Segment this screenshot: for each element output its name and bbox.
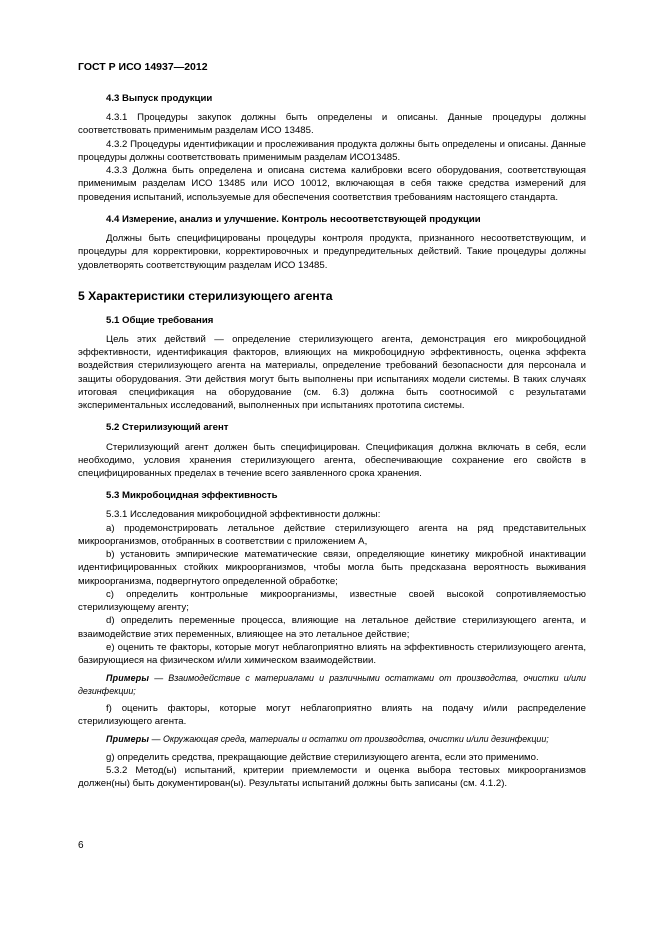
- section-4-3-heading: 4.3 Выпуск продукции: [106, 93, 213, 104]
- paragraph-5-2: Стерилизующий агент должен быть специфицирован. Спецификация должна включать в себя, если необходимо, условия хранения стерилизующего агента, обеспечивающие сохранение его свойств в специфицированных пределах в течение всего заявленного срока хранения.: [78, 441, 586, 479]
- list-item-d: d) определить переменные процесса, влияющие на летальное действие стерилизующего агента, и взаимодействие этих переменных, влияющее на это летальное действие;: [78, 615, 586, 640]
- page-content: [78, 92, 586, 790]
- section-5-3-heading: 5.3 Микробоцидная эффективность: [106, 490, 278, 502]
- example-note-text: — Взаимодействие с материалами и различными остатками от производства, очистки и/или дезинфекции;: [78, 673, 586, 696]
- list-item-g: g) определить средства, прекращающие действие стерилизующего агента, если это применимо.: [106, 751, 539, 763]
- example-note-2: [78, 733, 586, 745]
- paragraph-4-4: Должны быть специфицированы процедуры контроля продукта, признанного несоответствующим, и процедуры для корректировки, корректировочных и предупредительных действий. Такие процедуры должны удовлетворять соответствующим разделам ИСО 13485.: [78, 233, 586, 271]
- section-4-4-heading: 4.4 Измерение, анализ и улучшение. Контроль несоответствующей продукции: [106, 213, 481, 225]
- paragraph-5-3-2: 5.3.2 Метод(ы) испытаний, критерии приемлемости и оценка выбора тестовых микроорганизмов должен(ны) быть документирован(ы). Результаты испытаний должны быть записаны (см. 4.1.2).: [78, 764, 586, 790]
- list-item-f: f) оценить факторы, которые могут неблагоприятно влиять на подачу и/или распределение стерилизующего агента.: [78, 702, 586, 728]
- paragraph-4-3-3: 4.3.3 Должна быть определена и описана система калибровки всего оборудования, соответствующая применимым разделам ИСО 13485 или ИСО 10012, включающая в себя также средства измерений для проведения испытаний, используемые для обеспечения соответствия требованиям настоящего стандарта.: [78, 165, 586, 203]
- paragraph-5-3-1: 5.3.1 Исследования микробоцидной эффективности должны:: [106, 509, 381, 521]
- paragraph-5-1: Цель этих действий — определение стерилизующего агента, демонстрация его микробоцидной эффективности, идентификация факторов, влияющих на микробоцидную эффективность, оценка эффекта воздействия стерилизующего агента на материалы, определение требований безопасности для персонала и защиты оборудования. Эти действия могут быть выполнены при испытаниях модели системы. В таких случаях итоговая спецификация на оборудование (см. 6.3) должна быть соотносимой с результатами экспериментальных исследований, выполненных при испытаниях прототипа системы.: [78, 333, 586, 412]
- page-number: 6: [78, 840, 84, 851]
- list-item-c: с) определить контрольные микроорганизмы, известные своей высокой сопротивляемостью стерилизующему агенту;: [78, 588, 586, 614]
- document-header: ГОСТ Р ИСО 14937—2012: [78, 61, 208, 73]
- example-note-text: — Окружающая среда, материалы и остатки от производства, очистки и/или дезинфекции;: [149, 734, 549, 745]
- example-note-1: [78, 672, 586, 697]
- section-5-title: 5 Характеристики стерилизующего агента: [78, 288, 333, 303]
- list-item-a: а) продемонстрировать летальное действие стерилизующего агента на ряд представительных микроорганизмов, отобранных в соответствии с приложением А,: [78, 522, 586, 547]
- example-note-label: Примеры: [106, 734, 150, 745]
- list-item-b: b) установить эмпирические математические связи, определяющие кинетику микробной инактивации идентифицированных стойких микроорганизмов, чтобы могла быть предсказана вероятность выживания микроорганизма, подвергнутого определенной обработке;: [78, 549, 586, 587]
- paragraph-4-3-2: 4.3.2 Процедуры идентификации и прослеживания продукта должны быть определены и описаны. Данные процедуры должны соответствовать применимым разделам ИСО13485.: [78, 138, 586, 163]
- example-note-label: Примеры: [106, 673, 150, 684]
- paragraph-4-3-1: 4.3.1 Процедуры закупок должны быть определены и описаны. Данные процедуры должны соответствовать применимым разделам ИСО 13485.: [78, 112, 586, 137]
- section-5-1-heading: 5.1 Общие требования: [106, 314, 214, 326]
- list-item-e: е) оценить те факторы, которые могут неблагоприятно влиять на эффективность стерилизующего агента, базирующиеся на физическом и/или химическом взаимодействии.: [78, 641, 586, 667]
- section-5-2-heading: 5.2 Стерилизующий агент: [106, 422, 229, 434]
